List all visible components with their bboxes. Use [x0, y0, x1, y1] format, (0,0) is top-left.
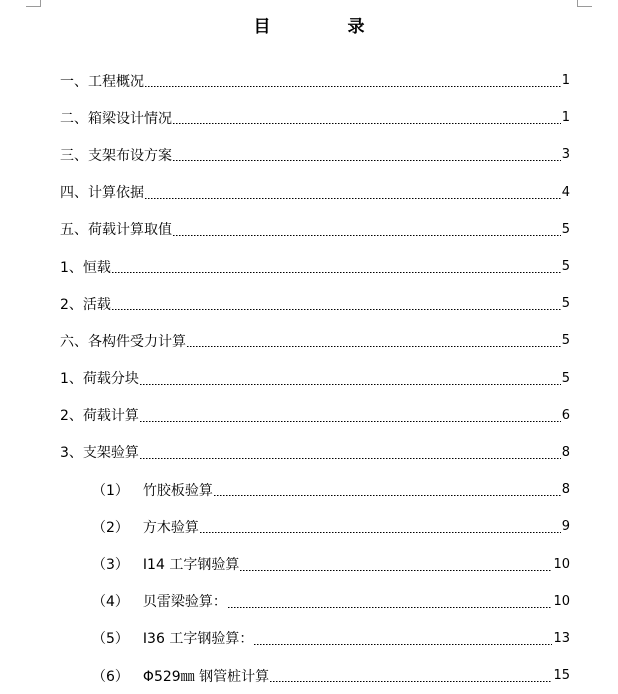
toc-subentry-number: （2） — [92, 519, 129, 536]
toc-subentry-label: Φ529㎜ 钢管桩计算 — [142, 668, 270, 685]
page-corner-mark-left — [26, 0, 41, 7]
toc-entry-label: 1、荷载分块 — [60, 371, 139, 388]
toc-entry-label: 3、支架验算 — [60, 445, 139, 462]
toc-subentry-label: 方木验算 — [142, 519, 199, 536]
toc-subentry-number: （4） — [92, 594, 129, 611]
toc-page-number: 4 — [561, 184, 570, 200]
toc-entry-label: 四、计算依据 — [60, 185, 144, 202]
dot-leader — [228, 607, 553, 608]
toc-entry-10[interactable] — [60, 397, 570, 434]
toc-entry-label: 一、工程概况 — [60, 73, 144, 90]
toc-subentry-label: I14 工字钢验算 — [142, 557, 240, 574]
toc-subentry-number: （1） — [92, 482, 129, 499]
toc-subentry-number: （3） — [92, 557, 129, 574]
toc-page-number: 13 — [553, 630, 570, 646]
dot-leader — [200, 532, 561, 533]
toc-page-number: 5 — [561, 333, 570, 349]
toc-subentry-6[interactable] — [60, 657, 570, 694]
toc-entry-label: 二、箱梁设计情况 — [60, 110, 172, 127]
dot-leader — [140, 421, 561, 422]
toc-subentry-label: 竹胶板验算 — [142, 482, 213, 499]
page-corner-mark-right — [577, 0, 592, 7]
toc-page-number: 15 — [553, 668, 570, 684]
toc-page-number: 5 — [561, 370, 570, 386]
dot-leader — [145, 86, 561, 87]
toc-entry-label: 六、各构件受力计算 — [60, 333, 186, 350]
toc-page-number: 5 — [561, 259, 570, 275]
toc-entry-1[interactable] — [60, 62, 570, 99]
dot-leader — [173, 160, 561, 161]
toc-page-number: 3 — [561, 147, 570, 163]
toc-page-number: 1 — [561, 73, 570, 89]
dot-leader — [173, 123, 561, 124]
toc-page-number: 5 — [561, 296, 570, 312]
dot-leader — [112, 309, 561, 310]
table-of-contents — [60, 62, 570, 694]
dot-leader — [254, 644, 552, 645]
toc-entry-5[interactable] — [60, 211, 570, 248]
dot-leader — [187, 346, 561, 347]
toc-subentry-2[interactable] — [60, 508, 570, 545]
toc-page-number: 1 — [561, 110, 570, 126]
dot-leader — [270, 681, 552, 682]
toc-entry-6[interactable] — [60, 248, 570, 285]
toc-subentry-1[interactable] — [60, 471, 570, 508]
toc-entry-label: 2、荷载计算 — [60, 408, 139, 425]
toc-subentry-number: （5） — [92, 631, 129, 648]
toc-subentry-3[interactable] — [60, 545, 570, 582]
toc-entry-7[interactable] — [60, 285, 570, 322]
toc-subentry-label: I36 工字钢验算： — [142, 631, 254, 648]
toc-entry-label: 五、荷载计算取值 — [60, 222, 172, 239]
dot-leader — [112, 272, 561, 273]
toc-subentry-label: 贝雷梁验算： — [142, 594, 227, 611]
dot-leader — [173, 235, 561, 236]
toc-page-number: 6 — [561, 407, 570, 423]
toc-entry-3[interactable] — [60, 136, 570, 173]
toc-title: 目 录 — [253, 17, 395, 37]
toc-page-number: 10 — [553, 593, 570, 609]
dot-leader — [140, 458, 561, 459]
dot-leader — [214, 495, 561, 496]
toc-entry-label: 2、活载 — [60, 296, 111, 313]
toc-page-number: 8 — [561, 482, 570, 498]
toc-subentry-4[interactable] — [60, 583, 570, 620]
toc-page-number: 8 — [561, 444, 570, 460]
dot-leader — [140, 384, 561, 385]
toc-entry-label: 1、恒载 — [60, 259, 111, 276]
toc-subentry-number: （6） — [92, 668, 129, 685]
dot-leader — [145, 198, 561, 199]
toc-entry-8[interactable] — [60, 322, 570, 359]
toc-entry-label: 三、支架布设方案 — [60, 147, 172, 164]
toc-page-number: 9 — [561, 519, 570, 535]
dot-leader — [240, 570, 552, 571]
toc-subentry-5[interactable] — [60, 620, 570, 657]
toc-page-number: 5 — [561, 221, 570, 237]
toc-entry-2[interactable] — [60, 99, 570, 136]
toc-page-number: 10 — [553, 556, 570, 572]
toc-entry-9[interactable] — [60, 360, 570, 397]
toc-entry-11[interactable] — [60, 434, 570, 471]
toc-entry-4[interactable] — [60, 174, 570, 211]
